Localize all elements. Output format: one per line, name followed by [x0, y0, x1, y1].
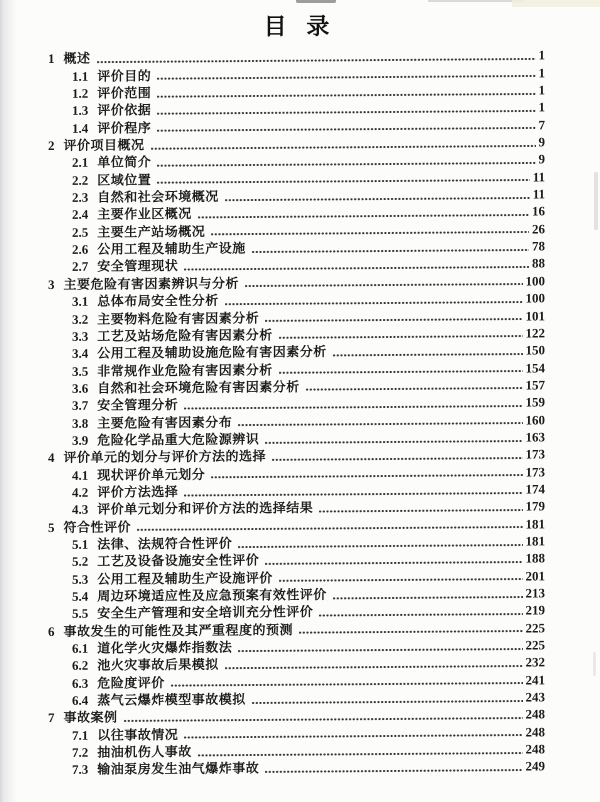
- toc-entry-number: 6.3: [72, 675, 89, 691]
- toc-page-number: 181: [525, 515, 545, 532]
- toc-entry-label: 现状评价单元划分: [97, 466, 206, 483]
- toc-page-number: 213: [525, 585, 545, 601]
- dotted-leader: [333, 352, 523, 357]
- toc-entry-number: 3.2: [72, 311, 89, 327]
- toc-entry-label: 评价项目概况: [63, 137, 145, 153]
- toc-entry-number: 3.1: [72, 293, 89, 309]
- toc-page-number: 232: [525, 654, 545, 670]
- toc-entry-number: 2.6: [72, 241, 89, 257]
- page-title: 目 录: [263, 13, 337, 40]
- toc-page-number: 122: [525, 325, 545, 341]
- toc-page-number: 160: [525, 411, 545, 428]
- toc-entry-label: 道化学火灾爆炸指数法: [97, 639, 233, 656]
- toc-page-number: 163: [525, 429, 545, 445]
- toc-page-number: 219: [525, 602, 545, 618]
- dotted-leader: [211, 474, 522, 480]
- toc-page-number: 101: [525, 307, 545, 323]
- toc-page-number: 154: [525, 359, 545, 376]
- toc-entry-label: 事故发生的可能性及其严重程度的预测: [63, 621, 294, 639]
- dotted-leader: [245, 283, 522, 288]
- dotted-leader: [184, 734, 522, 740]
- toc-entry-number: 3.8: [72, 415, 89, 431]
- dotted-leader: [238, 543, 522, 548]
- toc-entry-number: 2.1: [72, 155, 89, 171]
- toc-page-number: 225: [525, 637, 545, 653]
- toc-entry-label: 非常规作业危险有害因素分析: [97, 361, 273, 379]
- toc-entry-label: 抽油机伤人事故: [97, 744, 192, 760]
- toc-page-number: 9: [538, 151, 545, 167]
- toc-entry-label: 评价方法选择: [97, 483, 179, 500]
- toc-page-number: 88: [532, 255, 545, 271]
- toc-entry-label: 法律、法规符合性评价: [97, 535, 233, 552]
- toc-entry-number: 2.3: [72, 189, 89, 205]
- toc-entry-number: 3.9: [72, 432, 89, 448]
- dotted-leader: [238, 422, 522, 427]
- toc-entry-number: 5.5: [72, 606, 89, 622]
- toc-entry-label: 自然和社会环境危险有害因素分析: [97, 379, 300, 396]
- toc-entry-number: 2: [48, 138, 55, 154]
- toc-page-number: 243: [525, 689, 545, 705]
- toc-entry-label: 周边环境适应性及应急预案有效性评价: [97, 586, 327, 604]
- toc-entry-number: 6.4: [72, 692, 89, 708]
- dotted-leader: [333, 595, 523, 600]
- toc-entry-number: 7.3: [72, 762, 89, 778]
- dotted-leader: [272, 456, 522, 461]
- toc-page-number: 150: [525, 342, 545, 358]
- toc-page-number: 26: [532, 221, 545, 237]
- toc-entry-number: 5.1: [72, 536, 89, 552]
- toc-entry-label: 工艺及站场危险有害因素分析: [97, 327, 273, 344]
- dotted-leader: [306, 387, 523, 392]
- toc-page-number: 1: [538, 99, 545, 115]
- dotted-leader: [252, 699, 523, 704]
- toc-entry-label: 事故案例: [63, 709, 118, 726]
- dotted-leader: [265, 769, 522, 774]
- toc-entry-label: 公用工程及辅助生产设施评价: [97, 570, 273, 587]
- toc-entry-label: 主要物料危险有害因素分析: [97, 309, 260, 327]
- dotted-leader: [279, 335, 523, 340]
- dotted-leader: [225, 665, 523, 671]
- toc-page-number: 248: [525, 706, 545, 722]
- toc-entry-number: 2.7: [72, 259, 89, 275]
- toc-page-number: 181: [525, 533, 545, 549]
- dotted-leader: [157, 179, 529, 185]
- toc-page-number: 179: [525, 498, 545, 514]
- toc-entry-label: 主要危险有害因素辨识与分析: [63, 275, 240, 292]
- dotted-leader: [319, 612, 522, 617]
- toc-entry-label: 自然和社会环境概况: [97, 188, 219, 205]
- toc-entry-number: 2.4: [72, 207, 89, 223]
- toc-entry-number: 1.3: [72, 103, 89, 119]
- toc-entry-label: 池火灾事故后果模拟: [97, 657, 219, 674]
- toc-entry-number: 5: [48, 519, 55, 535]
- toc-entry-number: 7.2: [72, 744, 89, 760]
- toc-entry-label: 以往事故情况: [97, 726, 179, 743]
- toc-page-number: 241: [525, 672, 545, 688]
- toc-entry-number: 4.1: [72, 467, 89, 483]
- toc-entry-label: 主要危险有害因素分布: [97, 414, 233, 431]
- toc-entry-number: 5.4: [72, 588, 89, 604]
- toc-page-number: 249: [525, 758, 545, 774]
- dotted-leader: [157, 161, 535, 167]
- dotted-leader: [157, 75, 535, 81]
- toc-entry-label: 公用工程及辅助生产设施: [97, 240, 246, 257]
- dotted-leader: [124, 717, 523, 723]
- toc-page-number: 11: [532, 169, 545, 185]
- toc-page-number: 100: [525, 273, 545, 289]
- toc-entry-number: 6.1: [72, 640, 89, 656]
- toc-entry-number: 4.2: [72, 484, 89, 500]
- toc-page-number: 248: [525, 724, 545, 740]
- toc-page-number: 100: [525, 290, 545, 306]
- dotted-leader: [279, 578, 523, 583]
- toc-page-number: 1: [538, 47, 545, 63]
- toc-page-number: 9: [538, 134, 545, 150]
- toc-entry-label: 区域位置: [97, 171, 152, 188]
- dotted-leader: [238, 647, 522, 652]
- dotted-leader: [171, 682, 523, 688]
- dotted-leader: [265, 560, 522, 565]
- toc-page-number: 157: [525, 377, 545, 393]
- toc-entry-number: 1.2: [72, 85, 89, 101]
- toc-entry-label: 主要作业区概况: [97, 206, 192, 223]
- toc-entry-label: 评价单元划分和评价方法的选择结果: [97, 500, 314, 517]
- toc-entry-number: 3.4: [72, 345, 89, 362]
- toc-page-number: 16: [532, 203, 545, 219]
- toc-entry-label: 蒸气云爆炸模型事故模拟: [97, 691, 246, 708]
- toc-page-number: 1: [538, 82, 545, 98]
- dotted-leader: [97, 57, 536, 64]
- toc-entry-number: 5.2: [72, 554, 89, 570]
- toc-page-number: 7: [538, 117, 545, 133]
- toc-entry-label: 主要生产站场概况: [97, 223, 206, 240]
- toc-entry-label: 安全管理分析: [97, 397, 179, 413]
- dotted-leader: [299, 630, 522, 635]
- toc-entry-number: 6.2: [72, 658, 89, 674]
- dotted-leader: [211, 231, 529, 237]
- toc-entry-number: 3.6: [72, 380, 89, 396]
- dotted-leader: [252, 248, 529, 253]
- toc-entry-label: 输油泵房发生油气爆炸事故: [97, 760, 260, 778]
- toc-page-number: 225: [525, 620, 545, 636]
- dotted-leader: [184, 266, 529, 272]
- toc-entry-label: 危险化学品重大危险源辨识: [97, 431, 260, 448]
- toc-entry-number: 1.4: [72, 120, 89, 136]
- dotted-leader: [157, 127, 535, 133]
- toc-page-number: 11: [532, 186, 545, 202]
- toc-entry-label: 总体布局安全性分析: [97, 292, 219, 309]
- toc-entry-number: 3: [48, 276, 55, 292]
- toc-page-number: 1: [538, 65, 545, 81]
- toc-entry-number: 3.5: [72, 363, 89, 379]
- toc-entry-number: 7: [48, 710, 55, 726]
- toc-page-number: 201: [525, 568, 545, 584]
- toc-entry-label: 公用工程及辅助设施危险有害因素分析: [97, 344, 327, 361]
- toc-list: [0, 46, 600, 779]
- toc-entry-number: 4.3: [72, 501, 89, 518]
- dotted-leader: [157, 92, 535, 98]
- toc-entry-label: 工艺及设备设施安全性评价: [97, 552, 260, 569]
- toc-entry-label: 危险度评价: [97, 674, 165, 691]
- toc-entry-number: 5.3: [72, 571, 89, 587]
- toc-entry-label: 评价程序: [97, 119, 152, 136]
- dotted-leader: [198, 751, 523, 757]
- toc-entry-number: 7.1: [72, 727, 89, 743]
- toc-entry-number: 4: [48, 450, 55, 466]
- toc-page-number: 173: [525, 463, 545, 480]
- dotted-leader: [198, 214, 529, 220]
- dotted-leader: [225, 196, 530, 202]
- dotted-leader: [225, 300, 523, 306]
- dotted-leader: [151, 144, 536, 150]
- toc-entry-number: 1: [48, 51, 55, 67]
- toc-page-number: 188: [525, 550, 545, 566]
- toc-page-number: 173: [525, 446, 545, 462]
- toc-entry-label: 安全生产管理和安全培训充分性评价: [97, 604, 314, 621]
- toc-entry-number: 3.7: [72, 397, 89, 414]
- toc-entry-label: 单位简介: [97, 154, 152, 171]
- dotted-leader: [184, 404, 522, 410]
- dotted-leader: [137, 526, 522, 532]
- dotted-leader: [157, 109, 535, 115]
- toc-page-number: 248: [525, 741, 545, 757]
- dotted-leader: [319, 508, 522, 513]
- toc-entry-number: 2.5: [72, 224, 89, 240]
- toc-entry-number: 3.3: [72, 328, 89, 344]
- toc-entry-number: 2.2: [72, 172, 89, 188]
- toc-entry-label: 评价单元的划分与评价方法的选择: [63, 448, 267, 466]
- toc-entry-number: 6: [48, 623, 55, 639]
- dotted-leader: [265, 318, 522, 323]
- toc-page-number: 174: [525, 481, 545, 497]
- dotted-leader: [279, 370, 523, 375]
- dotted-leader: [265, 439, 522, 444]
- toc-page-number: 159: [525, 394, 545, 410]
- toc-entry-label: 评价范围: [97, 85, 152, 101]
- toc-entry-label: 评价依据: [97, 102, 152, 119]
- dotted-leader: [184, 491, 522, 497]
- toc-entry-label: 概述: [63, 51, 91, 67]
- toc-entry-label: 安全管理现状: [97, 258, 179, 275]
- toc-page-number: 78: [532, 238, 545, 254]
- toc-entry-label: 符合性评价: [63, 519, 132, 535]
- toc-entry-label: 评价目的: [97, 67, 152, 84]
- toc-entry-number: 1.1: [72, 68, 89, 84]
- toc-entry: [48, 757, 545, 778]
